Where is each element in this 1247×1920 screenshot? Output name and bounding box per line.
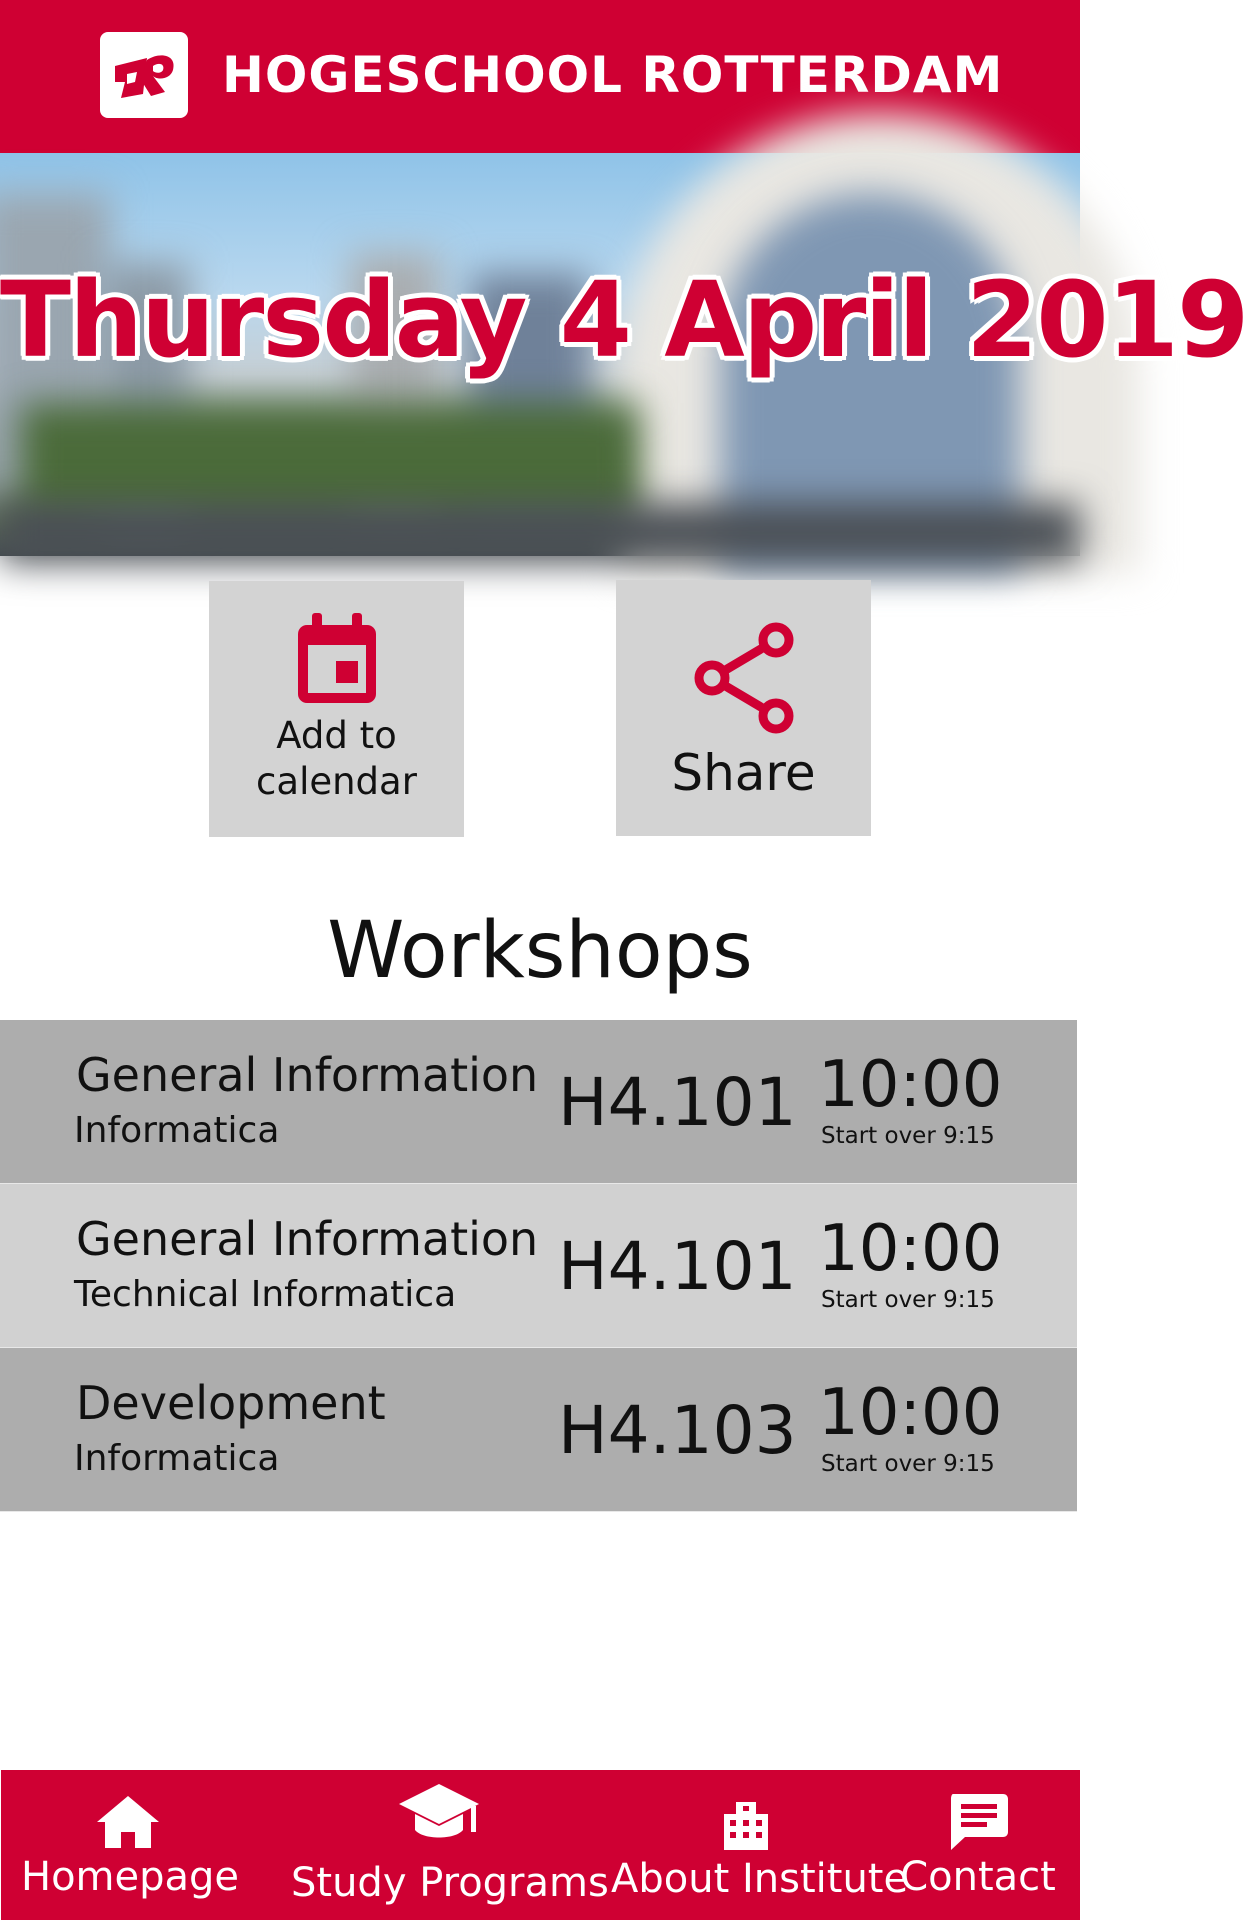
share-button[interactable] [616,580,871,836]
workshop-room: H4.101 [558,1064,797,1141]
workshop-room: H4.103 [558,1392,797,1469]
hr-logo-icon [100,32,188,118]
nav-label-contact: Contact [900,1854,1056,1900]
hero-banner [0,153,1247,556]
nav-label-about-institute: About Institute [611,1856,909,1902]
hero-bg-street [0,503,1080,563]
workshop-time: 10:00 [818,1212,1003,1286]
add-to-calendar-label [256,713,417,805]
nav-item-about-institute[interactable] [611,1770,909,1920]
nav-item-study-programs[interactable] [291,1770,609,1920]
workshops-heading: Workshops [327,906,753,996]
brand-name: HOGESCHOOL ROTTERDAM [222,46,1004,104]
chat-icon [947,1792,1009,1852]
workshop-time: 10:00 [818,1376,1003,1450]
workshop-program: Technical Informatica [74,1274,457,1315]
workshop-name: General Information [76,1048,539,1102]
workshop-start-note: Start over 9:15 [821,1287,995,1313]
workshop-name: General Information [76,1212,539,1266]
workshop-name: Development [76,1376,386,1430]
add-to-calendar-label-line1: Add to [276,714,397,757]
workshops-list [0,1020,1077,1512]
share-label: Share [671,744,816,802]
bottom-nav [1,1770,1080,1920]
workshop-start-note: Start over 9:15 [821,1451,995,1477]
event-date-title: Thursday 4 April 2019 [0,259,1247,381]
workshop-program: Informatica [74,1438,280,1479]
workshop-room: H4.101 [558,1228,797,1305]
building-icon [722,1800,770,1850]
add-to-calendar-label-line2: calendar [256,760,417,803]
nav-item-homepage[interactable] [21,1770,240,1920]
nav-item-contact[interactable] [893,1770,1063,1920]
home-icon [95,1794,161,1850]
add-to-calendar-button[interactable] [209,581,464,837]
nav-label-study-programs: Study Programs [291,1860,609,1906]
workshop-row[interactable] [0,1184,1077,1348]
workshop-row[interactable] [0,1020,1077,1184]
workshop-row[interactable] [0,1348,1077,1512]
calendar-icon [292,611,382,707]
nav-label-homepage: Homepage [21,1854,240,1900]
share-icon [692,622,796,734]
graduation-cap-icon [397,1782,481,1848]
workshop-program: Informatica [74,1110,280,1151]
workshop-start-note: Start over 9:15 [821,1123,995,1149]
workshop-time: 10:00 [818,1048,1003,1122]
